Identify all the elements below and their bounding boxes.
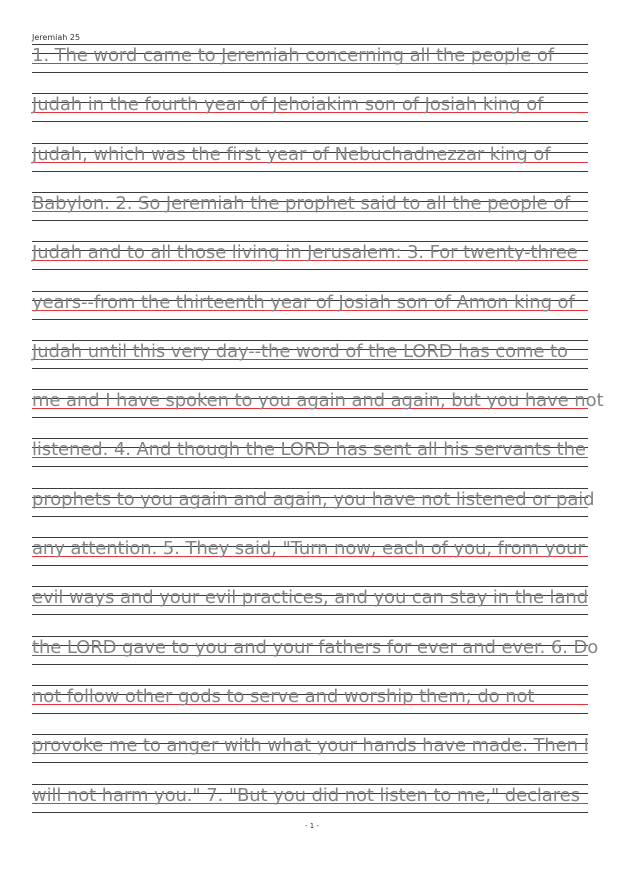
practice-line bbox=[0, 685, 624, 725]
trace-text: Judah and to all those living in Jerusalem: 3. For twenty-three bbox=[32, 242, 578, 264]
practice-line bbox=[0, 291, 624, 331]
practice-line bbox=[0, 241, 624, 281]
guide-rule bbox=[32, 812, 588, 813]
practice-line bbox=[0, 389, 624, 429]
guide-rule bbox=[32, 72, 588, 73]
guide-rule bbox=[32, 269, 588, 270]
page-number: - 1 - bbox=[305, 822, 319, 830]
trace-text: Judah until this very day--the word of the LORD has come to bbox=[32, 340, 568, 362]
practice-line bbox=[0, 488, 624, 528]
guide-rule bbox=[32, 417, 588, 418]
page-heading: Jeremiah 25 bbox=[32, 33, 81, 42]
guide-rule bbox=[32, 762, 588, 763]
practice-line bbox=[0, 192, 624, 232]
practice-line bbox=[0, 636, 624, 676]
practice-line bbox=[0, 586, 624, 626]
practice-line bbox=[0, 143, 624, 183]
trace-text: 1. The word came to Jeremiah concerning all the people of bbox=[32, 45, 555, 66]
trace-text: prophets to you again and again, you have not listened or paid bbox=[32, 488, 595, 510]
guide-rule bbox=[32, 713, 588, 714]
guide-rule bbox=[32, 516, 588, 517]
guide-rule bbox=[32, 319, 588, 320]
trace-text: years--from the thirteenth year of Josiah son of Amon king of bbox=[32, 291, 575, 313]
trace-text: Judah in the fourth year of Jehoiakim son of Josiah king of bbox=[32, 94, 544, 116]
practice-line bbox=[0, 438, 624, 478]
guide-rule bbox=[32, 220, 588, 221]
trace-text: the LORD gave to you and your fathers for ever and ever. 6. Do bbox=[32, 636, 599, 658]
practice-line bbox=[0, 537, 624, 577]
guide-rule bbox=[32, 466, 588, 467]
guide-rule bbox=[32, 614, 588, 615]
trace-text: listened. 4. And though the LORD has sent all his servants the bbox=[32, 439, 586, 461]
trace-text: Judah, which was the first year of Nebuchadnezzar king of bbox=[32, 143, 551, 165]
trace-text: Babylon. 2. So Jeremiah the prophet said to all the people of bbox=[32, 192, 571, 214]
guide-rule bbox=[32, 171, 588, 172]
trace-text: provoke me to anger with what your hands have made. Then I bbox=[32, 735, 589, 757]
practice-line bbox=[0, 44, 624, 84]
guide-rule bbox=[32, 368, 588, 369]
trace-text: any attention. 5. They said, "Turn now, each of you, from your bbox=[32, 538, 585, 559]
trace-text: evil ways and your evil practices, and you can stay in the land bbox=[32, 587, 589, 609]
practice-line bbox=[0, 93, 624, 133]
trace-text: me and I have spoken to you again and again, but you have not bbox=[32, 390, 604, 412]
trace-text: not follow other gods to serve and worship them; do not bbox=[32, 685, 535, 707]
practice-line bbox=[0, 340, 624, 380]
practice-line bbox=[0, 734, 624, 774]
guide-rule bbox=[32, 664, 588, 665]
guide-rule bbox=[32, 565, 588, 566]
trace-text: will not harm you." 7. "But you did not listen to me," declares bbox=[32, 784, 580, 806]
practice-line bbox=[0, 784, 624, 824]
guide-rule bbox=[32, 121, 588, 122]
